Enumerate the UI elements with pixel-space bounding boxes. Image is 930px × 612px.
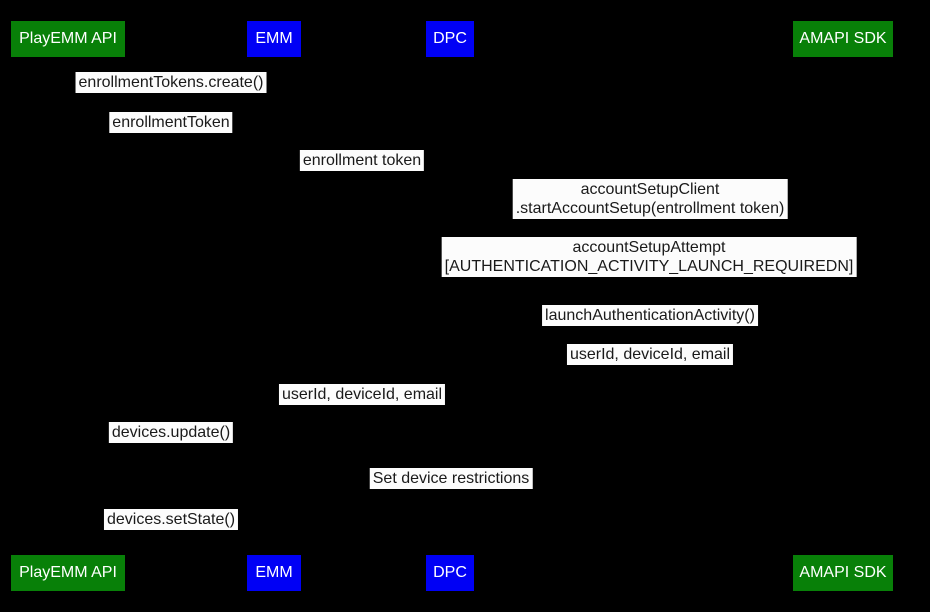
actor-label: DPC xyxy=(433,564,467,581)
message-line: accountSetupAttempt xyxy=(572,239,726,256)
actor-playemm-api-top xyxy=(11,21,125,57)
message-userid-deviceid-email-right xyxy=(567,344,733,365)
message-line: devices.update() xyxy=(111,424,231,441)
message-devices-update xyxy=(109,422,233,443)
message-line: Set device restrictions xyxy=(372,470,530,487)
message-line: enrollmentTokens.create() xyxy=(78,74,264,91)
message-line: .startAccountSetup(entrollment token) xyxy=(515,200,785,217)
message-line: enrollmentToken xyxy=(112,114,230,131)
actor-label: DPC xyxy=(433,30,467,47)
message-enrollment-token-forward xyxy=(300,150,424,171)
message-line: accountSetupClient xyxy=(580,181,720,198)
message-devices-set-state xyxy=(104,509,238,530)
message-launch-authentication-activity xyxy=(542,305,758,326)
message-set-device-restrictions xyxy=(370,468,533,489)
actor-dpc-bottom xyxy=(426,555,474,591)
message-account-setup-attempt xyxy=(442,237,857,277)
message-line: userId, deviceId, email xyxy=(569,346,731,363)
message-line: enrollment token xyxy=(302,152,422,169)
actor-label: AMAPI SDK xyxy=(799,30,887,47)
actor-amapi-sdk-bottom xyxy=(793,555,893,591)
actor-emm-bottom xyxy=(247,555,301,591)
message-enrollment-token-return xyxy=(109,112,232,133)
message-line: userId, deviceId, email xyxy=(281,386,443,403)
actor-label: EMM xyxy=(255,564,293,581)
message-enrollment-tokens-create xyxy=(76,72,267,93)
message-line: devices.setState() xyxy=(106,511,236,528)
actor-label: AMAPI SDK xyxy=(799,564,887,581)
actor-label: PlayEMM API xyxy=(19,30,117,47)
actor-playemm-api-bottom xyxy=(11,555,125,591)
message-line: [AUTHENTICATION_ACTIVITY_LAUNCH_REQUIREDN] xyxy=(444,258,854,275)
actor-amapi-sdk-top xyxy=(793,21,893,57)
actor-emm-top xyxy=(247,21,301,57)
actor-dpc-top xyxy=(426,21,474,57)
message-userid-deviceid-email-left xyxy=(279,384,445,405)
message-line: launchAuthenticationActivity() xyxy=(545,307,755,324)
actor-label: EMM xyxy=(255,30,293,47)
actor-label: PlayEMM API xyxy=(19,564,117,581)
message-start-account-setup xyxy=(513,179,788,219)
